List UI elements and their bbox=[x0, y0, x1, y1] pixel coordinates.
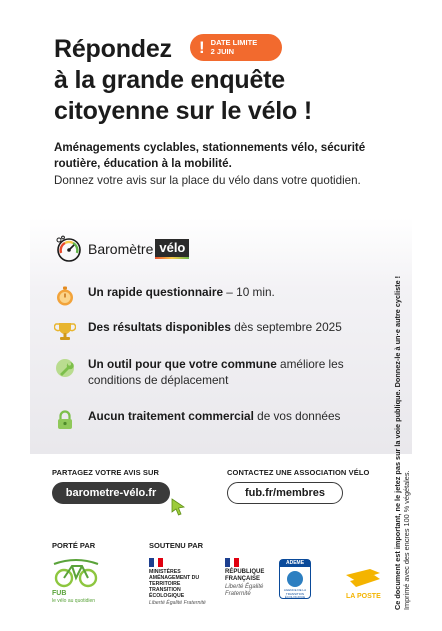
feature-bold: Aucun traitement commercial bbox=[88, 409, 254, 423]
feature-bold: Des résultats disponibles bbox=[88, 320, 231, 334]
contact-title: CONTACTEZ UNE ASSOCIATION VÉLO bbox=[227, 468, 370, 477]
headline-line-1: Répondez bbox=[54, 35, 172, 63]
feature-text: dès septembre 2025 bbox=[230, 320, 342, 334]
survey-link[interactable]: barometre-vélo.fr bbox=[52, 482, 170, 504]
padlock-icon bbox=[54, 409, 76, 431]
stopwatch-icon bbox=[54, 285, 76, 307]
feature-bold: Un rapide questionnaire bbox=[88, 285, 224, 299]
intro-text: Donnez votre avis sur la place du vélo dans votre quotidien. bbox=[54, 174, 361, 187]
exclamation-icon: ! bbox=[199, 37, 205, 57]
republic-logo bbox=[225, 569, 273, 598]
side-note bbox=[393, 160, 413, 610]
ademe-subtitle: AGENCE DE LA TRANSITION ÉCOLOGIQUE bbox=[283, 588, 307, 599]
french-flag-icon bbox=[225, 558, 239, 567]
intro-topics: Aménagements cyclables, stationnements vélo, sécurité routière, éducation à la mobilité. bbox=[54, 141, 366, 170]
feature-text: – 10 min. bbox=[223, 285, 275, 299]
ademe-logo bbox=[279, 559, 311, 599]
feature-bold: Un outil pour que votre commune bbox=[88, 357, 277, 371]
gauge-icon bbox=[54, 234, 84, 264]
side-note-bold: Ce document est important, ne le jetez pas sur la voie publique. Donnez-le à un·e autre cycliste ! bbox=[393, 275, 402, 610]
supported-by-title: SOUTENU PAR bbox=[149, 541, 204, 550]
feature-text: améliore les conditions de déplacement bbox=[88, 357, 344, 387]
side-note-normal: Imprimé avec des encres 100 % végétales. bbox=[402, 470, 411, 610]
feature-item bbox=[54, 409, 394, 431]
trophy-icon bbox=[54, 320, 76, 342]
headline-line-3: citoyenne sur le vélo ! bbox=[54, 97, 312, 125]
carried-by-title: PORTÉ PAR bbox=[52, 541, 96, 550]
french-flag-icon bbox=[149, 558, 163, 567]
feature-item bbox=[54, 285, 394, 307]
barometre-logo bbox=[54, 233, 189, 265]
fub-tagline: le vélo au quotidien bbox=[52, 598, 96, 604]
republic-name: RÉPUBLIQUE FRANÇAISE bbox=[225, 569, 265, 582]
deadline-badge bbox=[190, 34, 282, 61]
laposte-name: LA POSTE bbox=[346, 593, 381, 600]
ministry-motto: Liberté Égalité Fraternité bbox=[149, 600, 206, 606]
republic-motto: Liberté Égalité Fraternité bbox=[225, 584, 264, 597]
feature-item bbox=[54, 320, 394, 342]
wrench-icon bbox=[54, 357, 76, 379]
cursor-icon bbox=[170, 498, 186, 516]
feature-item bbox=[54, 357, 394, 388]
logo-brand: Baromètre bbox=[88, 241, 154, 257]
ademe-emblem-icon bbox=[287, 571, 303, 587]
headline-line-2: à la grande enquête bbox=[54, 66, 285, 94]
ministry-logo bbox=[149, 569, 213, 606]
deadline-label: DATE LIMITE bbox=[210, 38, 258, 47]
ministry-name: MINISTÈRES AMÉNAGEMENT DU TERRITOIRE TRANSITION ÉCOLOGIQUE bbox=[149, 569, 200, 599]
deadline-date: 2 JUIN bbox=[210, 46, 235, 56]
share-title: PARTAGEZ VOTRE AVIS SUR bbox=[52, 468, 160, 477]
poster bbox=[30, 0, 412, 631]
members-link[interactable]: fub.fr/membres bbox=[227, 482, 343, 504]
fub-name: FUB bbox=[52, 590, 67, 597]
logo-tag: vélo bbox=[155, 239, 189, 259]
ademe-name: ADEME bbox=[280, 560, 310, 567]
feature-text: de vos données bbox=[253, 409, 341, 423]
